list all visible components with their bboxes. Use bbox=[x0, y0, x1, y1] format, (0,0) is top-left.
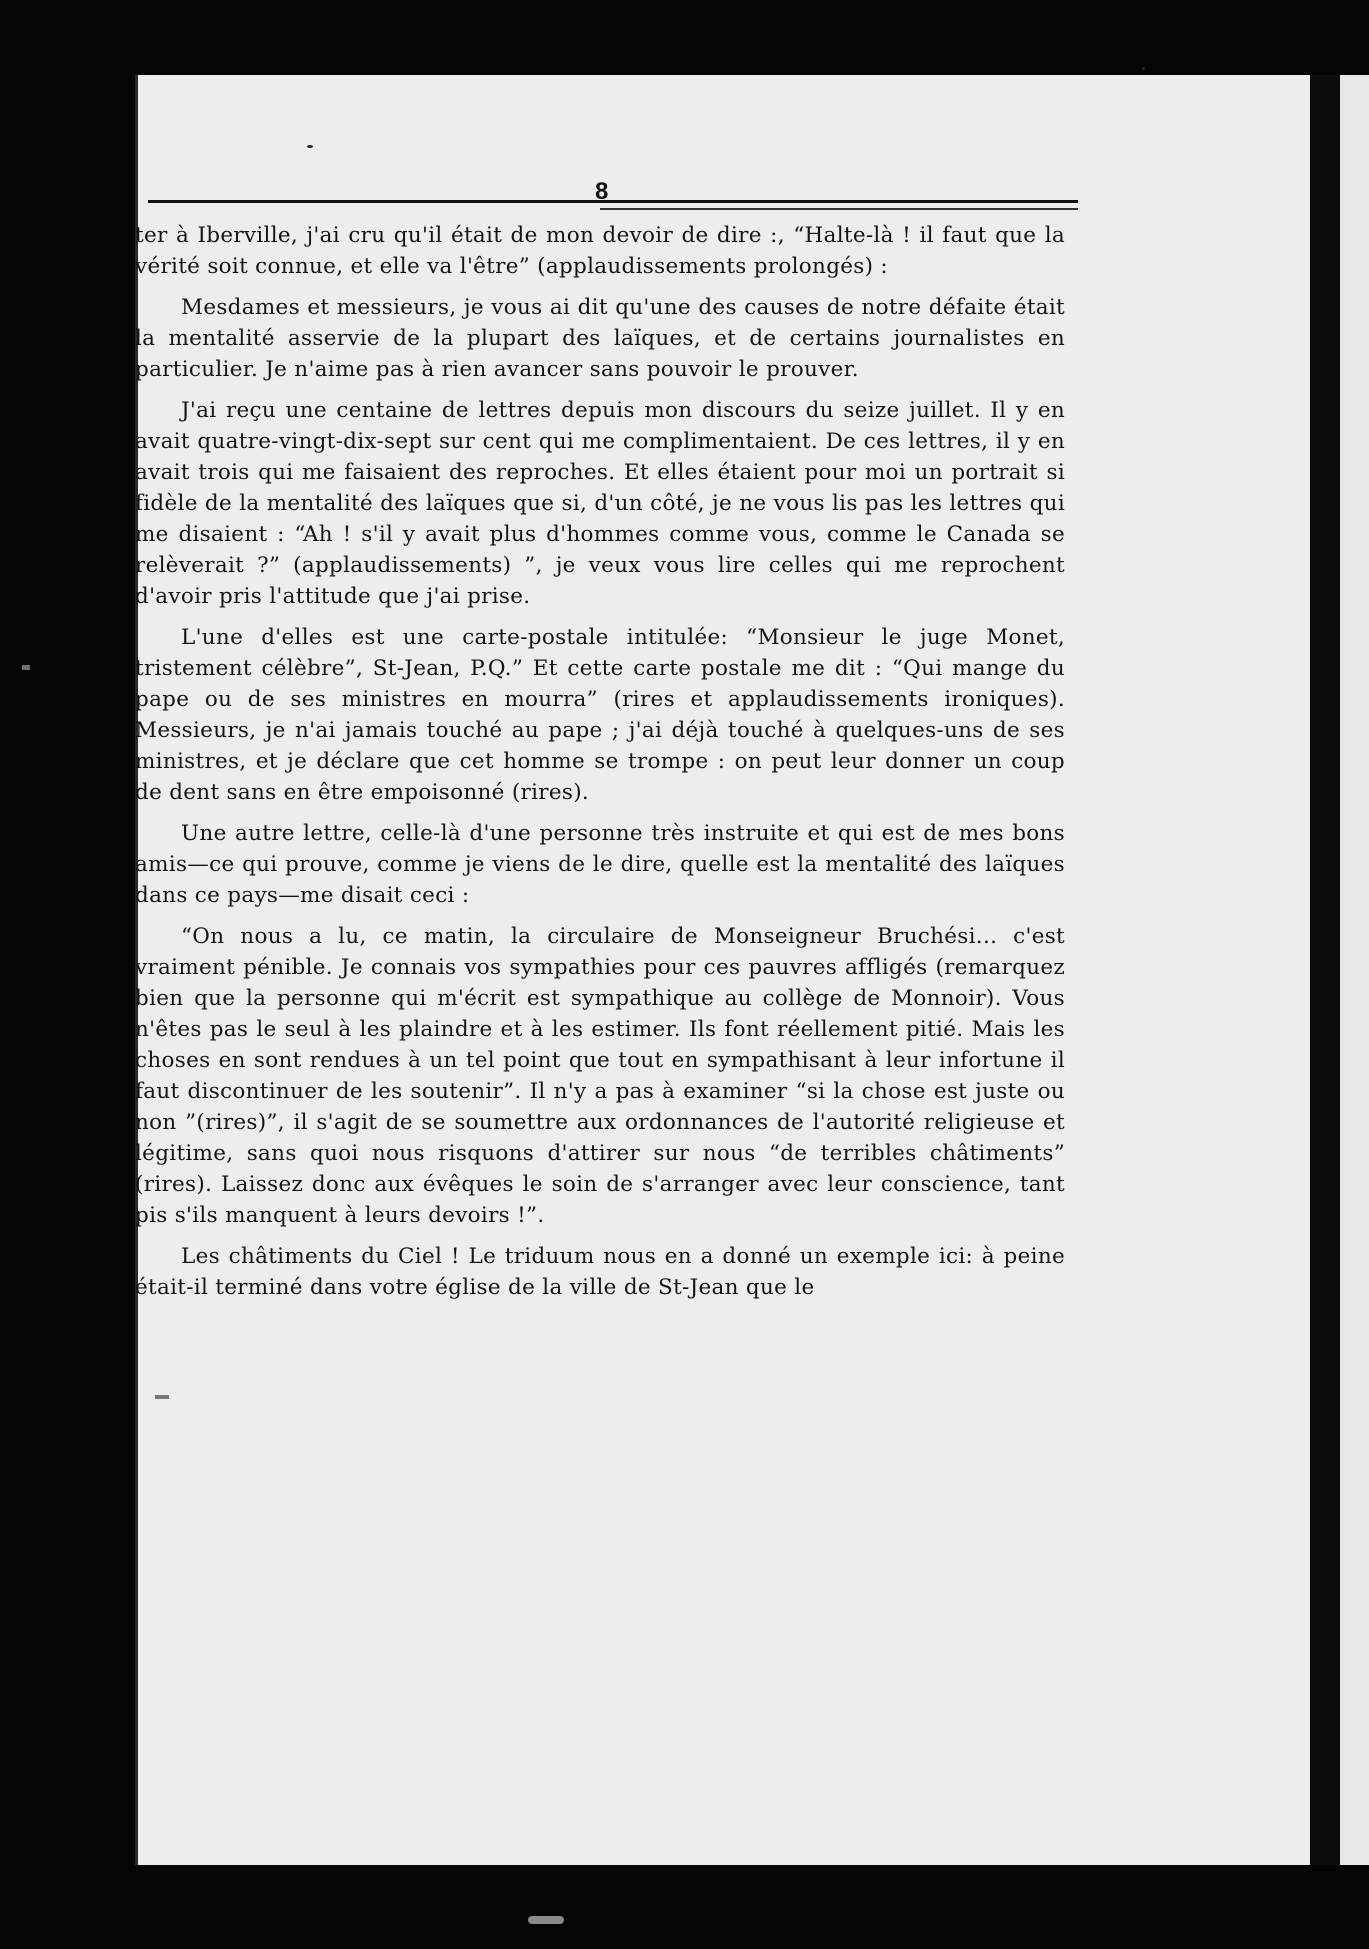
page-number: 8 bbox=[595, 178, 609, 205]
header-rule bbox=[148, 200, 1078, 203]
scan-mark bbox=[22, 665, 30, 670]
scan-mark bbox=[528, 1916, 564, 1924]
paragraph: Une autre lettre, celle-là d'une personne très instruite et qui est de mes bons amis—ce qui prouve, comme je viens de le dire, quelle est la mentalité des laïques dans ce pays—me disait ceci : bbox=[135, 821, 1065, 908]
body-text bbox=[135, 220, 1065, 1313]
adjacent-page-edge bbox=[1340, 75, 1369, 1865]
header-rule-secondary bbox=[600, 208, 1078, 210]
paragraph: Les châtiments du Ciel ! Le triduum nous en a donné un exemple ici: à peine était-il terminé dans votre église de la ville de St-Jean que le bbox=[135, 1244, 1065, 1300]
scan-speck bbox=[307, 145, 313, 148]
paragraph: “On nous a lu, ce matin, la circulaire de Monseigneur Bruchési... c'est vraiment pénible. Je connais vos sympathies pour ces pauvres affligés (remarquez bien que la personne qui m'écrit est sympathique au collège de Monnoir). Vous n'êtes pas le seul à les plaindre et à les estimer. Ils font réellement pitié. Mais les choses en sont rendues à un tel point que tout en sympathisant à leur infortune il faut discontinuer de les soutenir”. Il n'y a pas à examiner “si la chose est juste ou non ”(rires)”, il s'agit de se soumettre aux ordonnances de l'autorité religieuse et légitime, sans quoi nous risquons d'attirer sur nous “de terribles châtiments” (rires). Laissez donc aux évêques le soin de s'arranger avec leur conscience, tant pis s'ils manquent à leurs devoirs !”. bbox=[135, 924, 1065, 1228]
paragraph: J'ai reçu une centaine de lettres depuis mon discours du seize juillet. Il y en avait quatre-vingt-dix-sept sur cent qui me complimentaient. De ces lettres, il y en avait trois qui me faisaient des reproches. Et elles étaient pour moi un portrait si fidèle de la mentalité des laïques que si, d'un côté, je ne vous lis pas les lettres qui me disaient : “Ah ! s'il y avait plus d'hommes comme vous, comme le Canada se relèverait ?” (applaudissements) ”, je veux vous lire celles qui me reprochent d'avoir pris l'attitude que j'ai prise. bbox=[135, 398, 1065, 609]
paragraph: ter à Iberville, j'ai cru qu'il était de mon devoir de dire :, “Halte-là ! il faut que la vérité soit connue, et elle va l'être” (applaudissements prolongés) : bbox=[135, 223, 1065, 279]
paragraph: Mesdames et messieurs, je vous ai dit qu'une des causes de notre défaite était la mentalité asservie de la plupart des laïques, et de certains journalistes en particulier. Je n'aime pas à rien avancer sans pouvoir le prouver. bbox=[135, 295, 1065, 382]
scan-speck bbox=[1142, 67, 1145, 70]
paragraph: L'une d'elles est une carte-postale intitulée: “Monsieur le juge Monet, tristement célèbre”, St-Jean, P.Q.” Et cette carte postale me dit : “Qui mange du pape ou de ses ministres en mourra” (rires et applaudissements ironiques). Messieurs, je n'ai jamais touché au pape ; j'ai déjà touché à quelques-uns de ses ministres, et je déclare que cet homme se trompe : on peut leur donner un coup de dent sans en être empoisonné (rires). bbox=[135, 625, 1065, 805]
scan-mark bbox=[155, 1395, 169, 1399]
page-gutter bbox=[1310, 75, 1340, 1865]
